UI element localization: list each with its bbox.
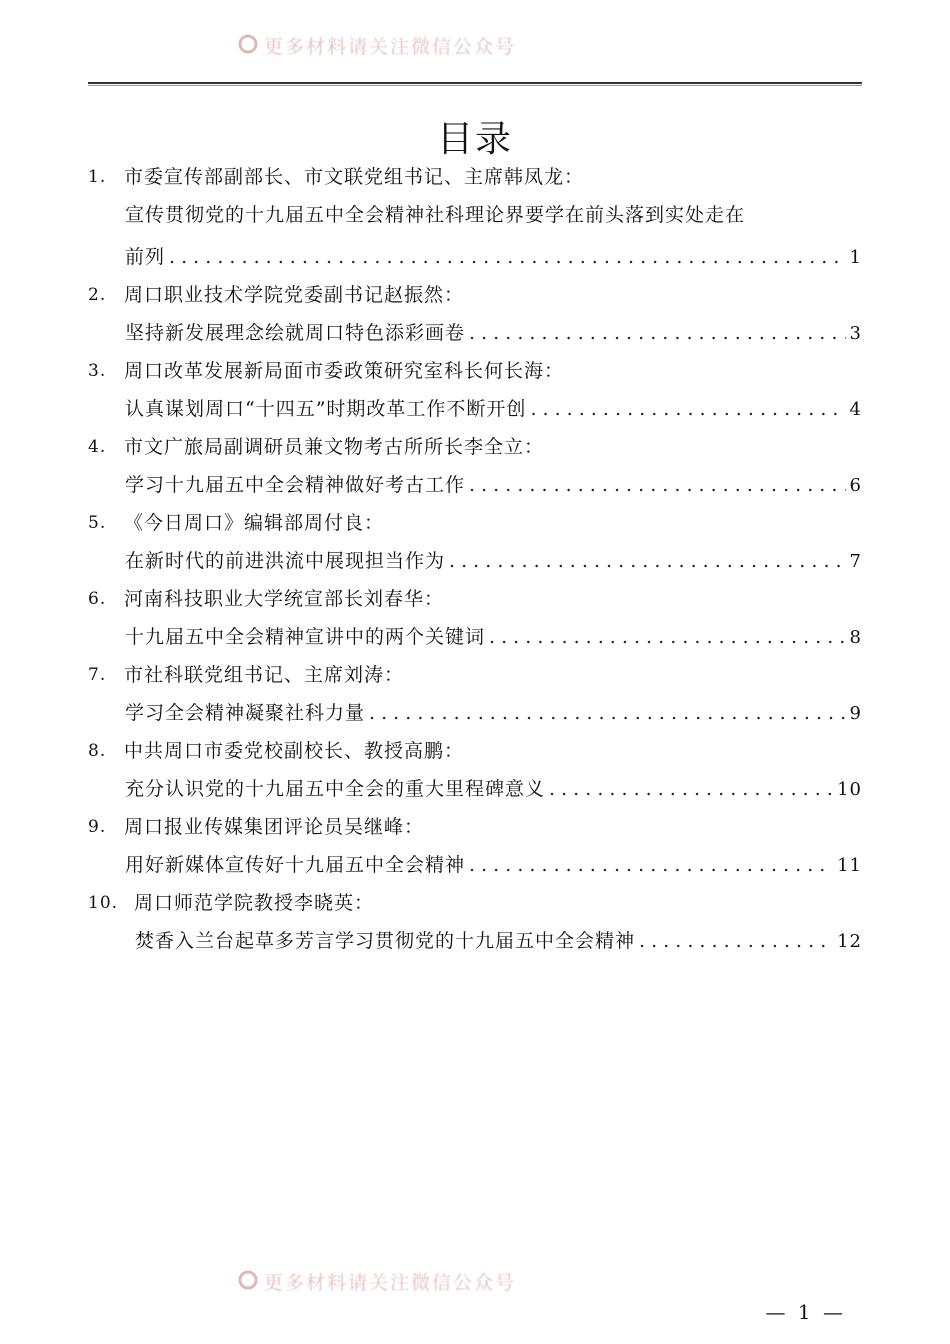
toc-entry-speaker: 周口报业传媒集团评论员吴继峰：	[124, 816, 425, 838]
header-rule	[88, 82, 862, 84]
dot-leader	[639, 920, 833, 962]
toc-entry-title: 十九届五中全会精神宣讲中的两个关键词	[125, 626, 486, 648]
toc-entry-heading	[88, 734, 862, 768]
toc-entry[interactable]	[88, 160, 862, 278]
toc-entry-title-row	[88, 464, 862, 506]
dot-leader	[469, 312, 846, 354]
watermark-text: 更多材料请关注微信公众号	[264, 1272, 517, 1292]
toc-entry-number: 5.	[88, 513, 107, 533]
toc-entry-number: 1.	[88, 167, 107, 187]
toc-entry-speaker: 周口职业技术学院党委副书记赵振然：	[124, 284, 465, 306]
toc-entry-title-row	[88, 540, 862, 582]
toc-entry-heading	[88, 886, 862, 920]
toc-entry-title: 坚持新发展理念绘就周口特色添彩画卷	[125, 322, 466, 344]
toc-entry-title-row	[88, 920, 862, 962]
toc-entry-title: 充分认识党的十九届五中全会的重大里程碑意义	[125, 778, 546, 800]
toc-entry-heading	[88, 160, 862, 194]
toc-entry-speaker: 周口改革发展新局面市委政策研究室科长何长海：	[124, 360, 565, 382]
toc-entry-speaker: 市文广旅局副调研员兼文物考古所所长李全立：	[124, 436, 545, 458]
toc-entry-speaker: 市社科联党组书记、主席刘涛：	[124, 664, 405, 686]
dot-leader	[469, 464, 846, 506]
toc-entry-number: 9.	[88, 817, 107, 837]
toc-entry-number: 8.	[88, 741, 107, 761]
toc-entry-number: 10.	[88, 893, 119, 913]
watermark-logo-icon	[238, 1270, 258, 1290]
dot-leader	[369, 692, 846, 734]
toc-entry-heading	[88, 506, 862, 540]
watermark-text: 更多材料请关注微信公众号	[264, 36, 517, 56]
footer-watermark	[238, 1268, 718, 1292]
toc-entry-page: 4	[849, 399, 862, 420]
toc-entry-heading	[88, 810, 862, 844]
toc-entry-heading	[88, 354, 862, 388]
toc-entry-title: 用好新媒体宣传好十九届五中全会精神	[125, 854, 466, 876]
toc-entry[interactable]	[88, 886, 862, 962]
toc-entry-page: 1	[849, 247, 862, 268]
toc-entry[interactable]	[88, 278, 862, 354]
toc-entry-page: 8	[849, 627, 862, 648]
toc-entry-speaker: 中共周口市委党校副校长、教授高鹏：	[124, 740, 465, 762]
toc-entry-speaker: 《今日周口》编辑部周付良：	[124, 512, 385, 534]
toc-entry-speaker: 市委宣传部副部长、市文联党组书记、主席韩凤龙：	[124, 166, 585, 188]
page-number: — 1 —	[765, 1300, 846, 1324]
dot-leader	[449, 540, 846, 582]
toc-entry-page: 7	[849, 551, 862, 572]
toc-entry-title: 学习十九届五中全会精神做好考古工作	[125, 474, 466, 496]
toc-entry[interactable]	[88, 734, 862, 810]
toc-entry-page: 3	[849, 323, 862, 344]
toc-entry-page: 6	[849, 475, 862, 496]
header-watermark	[238, 32, 718, 56]
toc-entry-title-row	[88, 844, 862, 886]
header-rule-thin	[88, 85, 862, 86]
toc-entry[interactable]	[88, 506, 862, 582]
toc-entry-title-row	[88, 388, 862, 430]
toc-entry-page: 9	[849, 703, 862, 724]
toc-entry-page: 12	[837, 931, 862, 952]
toc-entry-page: 10	[837, 779, 862, 800]
toc-entry-speaker: 周口师范学院教授李晓英：	[134, 892, 375, 914]
toc-entry-title: 学习全会精神凝聚社科力量	[125, 702, 366, 724]
toc-entry-heading	[88, 278, 862, 312]
watermark-logo-icon	[238, 34, 258, 54]
toc-entry-heading	[88, 658, 862, 692]
toc-entry-title-row	[88, 768, 862, 810]
dot-leader	[489, 616, 846, 658]
toc-entry-title: 前列	[125, 246, 166, 268]
toc-entry[interactable]	[88, 810, 862, 886]
toc-entry-title: 认真谋划周口“十四五”时期改革工作不断开创	[125, 398, 527, 420]
toc-entry[interactable]	[88, 354, 862, 430]
toc-entry-heading	[88, 582, 862, 616]
toc-title: 目录	[436, 119, 513, 160]
toc-entry-title: 在新时代的前进洪流中展现担当作为	[125, 550, 446, 572]
dot-leader	[549, 768, 833, 810]
toc-entry-page: 11	[837, 855, 862, 876]
toc-entry[interactable]	[88, 430, 862, 506]
toc-entry-title-line: 宣传贯彻党的十九届五中全会精神社科理论界要学在前头落到实处走在	[125, 204, 746, 226]
toc-entry-title-row	[88, 692, 862, 734]
toc-entry-number: 2.	[88, 285, 107, 305]
toc-entry-speaker: 河南科技职业大学统宣部长刘春华：	[124, 588, 445, 610]
toc-entry-number: 7.	[88, 665, 107, 685]
toc-entry-title: 焚香入兰台起草多芳言学习贯彻党的十九届五中全会精神	[135, 930, 636, 952]
dot-leader	[530, 388, 845, 430]
toc-entry[interactable]	[88, 582, 862, 658]
toc-entry-number: 4.	[88, 437, 107, 457]
toc-list	[88, 160, 862, 962]
toc-entry[interactable]	[88, 658, 862, 734]
toc-entry-number: 3.	[88, 361, 107, 381]
toc-entry-title-row	[88, 312, 862, 354]
dot-leader	[469, 844, 833, 886]
toc-entry-title-row	[88, 236, 862, 278]
toc-entry-number: 6.	[88, 589, 107, 609]
toc-entry-heading	[88, 430, 862, 464]
dot-leader	[169, 236, 846, 278]
toc-entry-title-row	[88, 616, 862, 658]
